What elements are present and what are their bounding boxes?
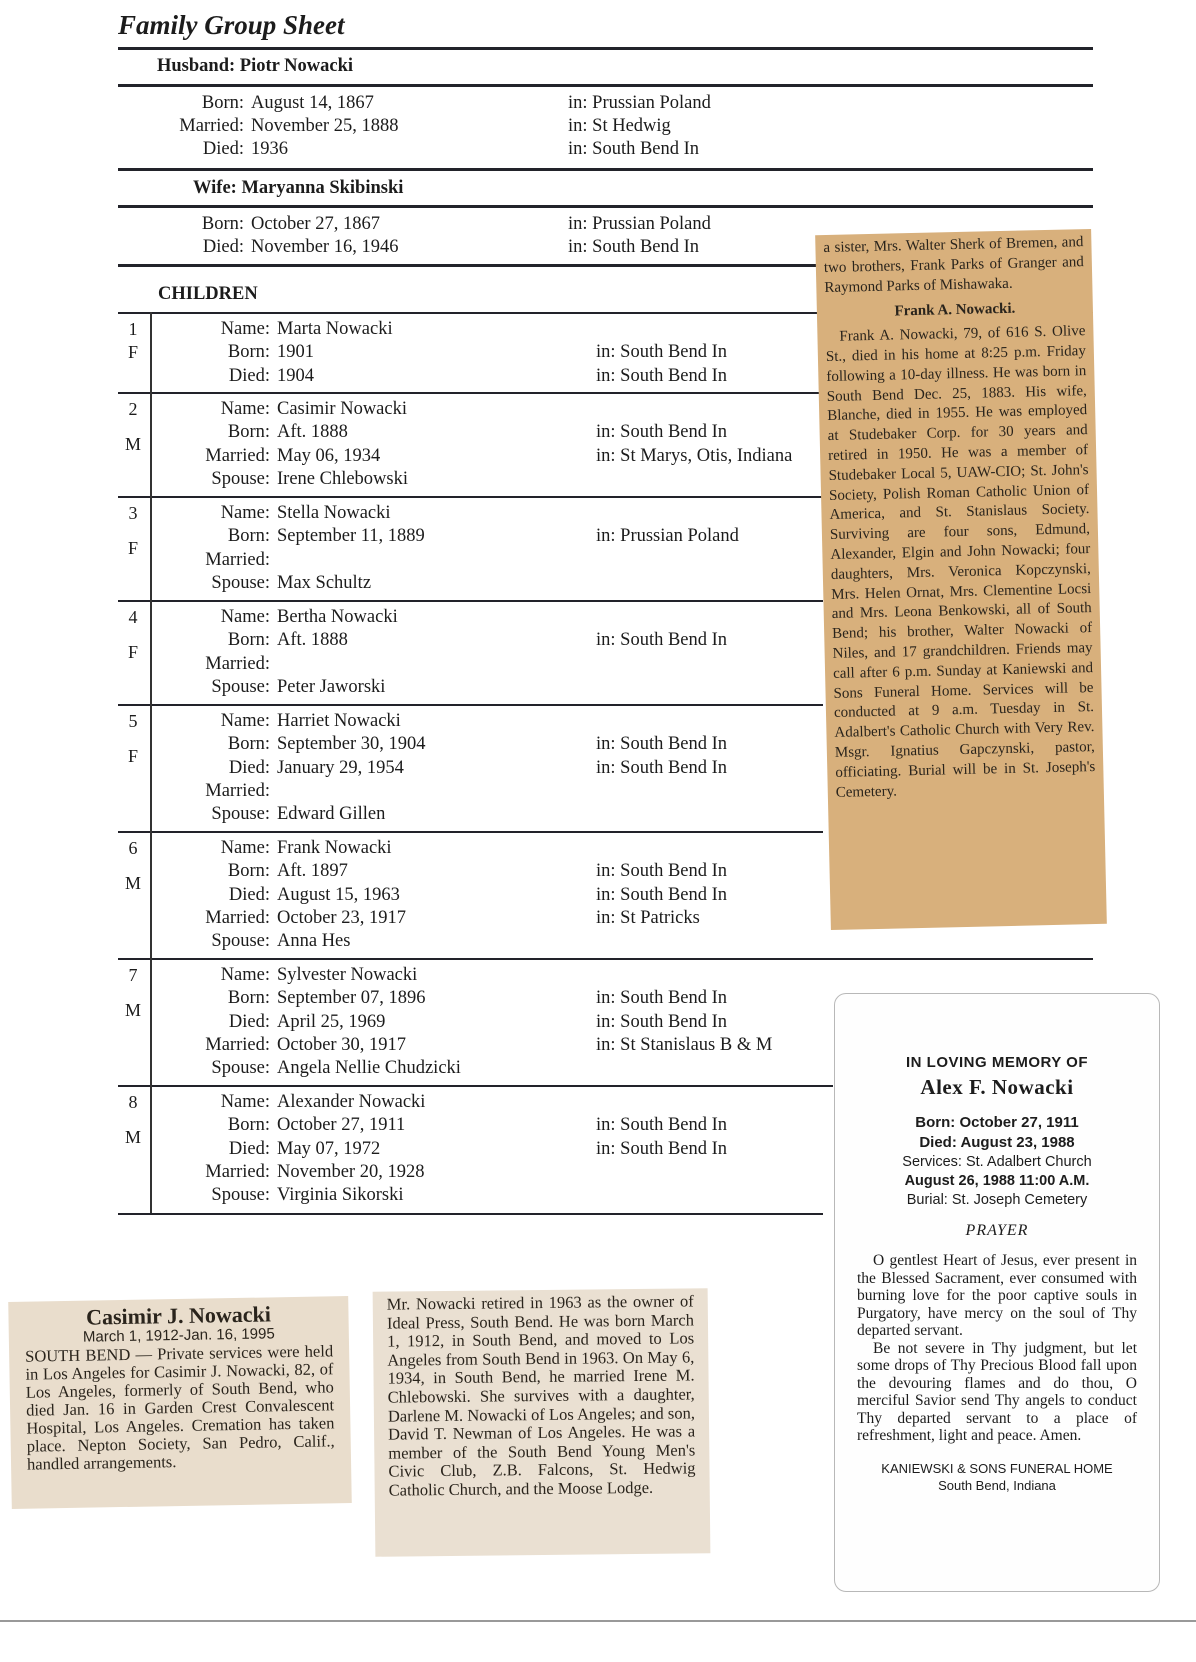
children-row-rule	[118, 831, 823, 833]
card-services: Services: St. Adalbert Church	[902, 1154, 1092, 1170]
child-field-value: Stella Nowacki	[277, 503, 391, 523]
child-field-label: Name:	[220, 503, 270, 523]
child-field-place: in: South Bend In	[596, 630, 728, 651]
children-row-rule	[118, 1213, 823, 1215]
child-field-value: Angela Nellie Chudzicki	[277, 1058, 461, 1079]
child-field-place: in: South Bend In	[596, 342, 728, 363]
event-place: in: South Bend In	[568, 139, 700, 159]
event-value: November 25, 1888	[251, 116, 399, 136]
event-value: 1936	[251, 139, 288, 159]
event-place: in: Prussian Poland	[568, 93, 711, 113]
child-sex: M	[124, 999, 141, 1020]
event-place: in: South Bend In	[568, 237, 700, 257]
event-label: Died:	[202, 139, 244, 159]
child-field-value: May 07, 1972	[277, 1138, 381, 1159]
child-field-place: in: South Bend In	[596, 1115, 728, 1136]
child-field-value: Edward Gillen	[277, 804, 386, 825]
child-number: 2	[128, 399, 138, 419]
child-field-label: Spouse:	[211, 676, 270, 697]
child-field-value: Virginia Sikorski	[277, 1185, 404, 1206]
clipping-dates: March 1, 1912-Jan. 16, 1995	[82, 1325, 275, 1346]
husband-bottom-rule	[118, 168, 1093, 171]
child-field-label: Spouse:	[211, 1185, 270, 1206]
child-field-label: Married:	[205, 1034, 270, 1055]
child-field-label: Name:	[220, 399, 270, 419]
child-field-place: in: South Bend In	[596, 365, 728, 386]
child-field-label: Spouse:	[211, 468, 270, 489]
child-sex: M	[124, 872, 141, 893]
clipping-body: Mr. Nowacki retired in 1963 as the owner of Ideal Press, South Bend. He was born March 1, 1912, in South Bend, and moved to Los Angeles from South Bend in 1963. On May 6, 1934, in South Bend, he married Irene M. Chlebowski. She survives with a daughter, Darlene M. Nowacki of Los Angeles; and son, David T. Newman of Los Angeles. He was a member of the South Bend Young Men's Civic Club, Z.B. Falcons, St. Hedwig Catholic Church, and the Moose Lodge.	[386, 1291, 696, 1500]
children-header: CHILDREN	[158, 284, 258, 304]
child-field-label: Born:	[227, 526, 270, 547]
child-field-place: in: South Bend In	[596, 1011, 728, 1032]
clipping-intro: a sister, Mrs. Walter Sherk of Bremen, and two brothers, Frank Parks of Granger and Raymond Parks of Mishawaka.	[823, 234, 1085, 296]
child-field-label: Married:	[205, 1161, 270, 1182]
husband-header: Husband: Piotr Nowacki	[157, 56, 353, 76]
child-field-value: August 15, 1963	[277, 884, 400, 905]
child-field-label: Born:	[227, 861, 270, 882]
event-label: Died:	[202, 237, 244, 257]
clipping-body: SOUTH BEND — Private services were held in Los Angeles for Casimir J. Nowacki, 82, of Los Angeles, formerly of South Bend, who died Jan. 16 in Garden Crest Convalescent Hospital, Los Angeles. Cremation has taken place. Nepton Society, San Pedro, Calif., handled arrangements.	[25, 1341, 335, 1474]
child-field-value: October 23, 1917	[277, 907, 406, 928]
event-place: in: Prussian Poland	[568, 214, 711, 234]
child-sex: M	[124, 433, 141, 454]
child-field-label: Married:	[205, 549, 270, 570]
child-field-value: Marta Nowacki	[277, 319, 393, 339]
child-field-value: April 25, 1969	[277, 1011, 386, 1032]
event-label: Married:	[179, 116, 244, 136]
clipping-body: Frank A. Nowacki, 79, of 616 S. Olive St., died in his home at 8:25 p.m. Friday following a 10-day illness. He was born in South Bend Dec. 25, 1883. His wife, Blanche, died in 1955. He was employed at Studebaker Corp. for 30 years and retired in 1950. He was a member of Studebaker Local 5, UAW-CIO; St. John's Society, Polish Roman Catholic Union of America, and St. Stanislaus Society. Surviving are four sons, Edmund, Alexander, Elgin and John Nowacki; four daughters, Mrs. Veronica Kopczynski, Mrs. Helen Ornat, Mrs. Clementine Locsi and Mrs. Leona Benkowski, all of South Bend; his brother, Walter Nowacki of Niles, and 17 grandchildren. Friends may call after 6 p.m. Sunday at Kaniewski and Sons Funeral Home. Services will be conducted at 9 a.m. Tuesday in St. Adalbert's Catholic Church with Very Rev. Msgr. Ignatius Gapczynski, pastor, officiating. Burial will be in St. Joseph's Cemetery.	[825, 323, 1096, 801]
child-number: 6	[128, 838, 138, 858]
card-location: South Bend, Indiana	[938, 1477, 1056, 1493]
child-field-label: Name:	[220, 965, 270, 985]
child-field-value: Casimir Nowacki	[277, 399, 407, 419]
child-field-label: Name:	[220, 1092, 270, 1112]
child-number: 4	[128, 607, 138, 627]
child-field-label: Born:	[227, 422, 270, 443]
child-field-value: Aft. 1888	[277, 422, 348, 443]
child-field-value: Bertha Nowacki	[277, 607, 398, 627]
child-field-value: Anna Hes	[277, 931, 351, 952]
child-field-place: in: South Bend In	[596, 422, 728, 443]
child-field-value: Max Schultz	[277, 572, 372, 593]
child-field-label: Died:	[228, 884, 270, 905]
event-label: Born:	[201, 93, 244, 113]
children-row-rule	[118, 1085, 833, 1087]
card-prayer-2: Be not severe in Thy judgment, but let some drops of Thy Precious Blood fall upon the devouring flames and do thou, O merciful Savior send Thy angels to conduct Thy departed servant to a place of refreshment, light and peace. Amen.	[857, 1339, 1137, 1444]
child-field-value: Alexander Nowacki	[277, 1092, 426, 1112]
child-field-label: Married:	[205, 907, 270, 928]
child-field-place: in: South Bend In	[596, 861, 728, 882]
child-field-label: Born:	[227, 1115, 270, 1136]
child-field-value: September 11, 1889	[277, 526, 425, 547]
card-name: Alex F. Nowacki	[920, 1075, 1074, 1099]
child-field-place: in: South Bend In	[596, 734, 728, 755]
child-sex: F	[127, 342, 138, 363]
wife-rule	[118, 205, 1093, 208]
child-field-value: Harriet Nowacki	[277, 711, 401, 731]
child-field-value: January 29, 1954	[277, 757, 404, 778]
child-field-value: Aft. 1897	[277, 861, 348, 882]
child-field-place: in: St Stanislaus B & M	[596, 1034, 773, 1055]
card-prayer-title: PRAYER	[965, 1222, 1029, 1239]
children-row-rule	[118, 958, 1093, 960]
card-funeral-home: KANIEWSKI & SONS FUNERAL HOME	[881, 1460, 1113, 1476]
page-title: Family Group Sheet	[118, 10, 345, 40]
child-sex: F	[127, 745, 138, 766]
child-field-label: Died:	[228, 365, 270, 386]
child-field-label: Born:	[227, 734, 270, 755]
child-field-value: October 30, 1917	[277, 1034, 406, 1055]
child-field-value: Irene Chlebowski	[277, 468, 409, 489]
memorial-card	[834, 993, 1160, 1592]
child-field-value: September 30, 1904	[277, 734, 426, 755]
child-field-label: Spouse:	[211, 931, 270, 952]
child-field-label: Died:	[228, 1011, 270, 1032]
child-sex: F	[127, 641, 138, 662]
obituary-clipping-casimir	[8, 1296, 352, 1509]
child-field-label: Died:	[228, 757, 270, 778]
child-field-label: Name:	[220, 319, 270, 339]
children-divider	[150, 312, 152, 1213]
wife-bottom-rule	[118, 264, 823, 267]
child-field-label: Born:	[227, 630, 270, 651]
child-field-place: in: South Bend In	[596, 988, 728, 1009]
event-value: October 27, 1867	[251, 214, 380, 234]
card-born: Born: October 27, 1911	[915, 1114, 1079, 1131]
clipping-heading: Frank A. Nowacki.	[894, 301, 1016, 320]
child-field-label: Spouse:	[211, 572, 270, 593]
page-bottom-edge	[0, 1620, 1196, 1622]
child-field-label: Born:	[227, 988, 270, 1009]
wife-header: Wife: Maryanna Skibinski	[193, 178, 404, 198]
event-value: August 14, 1867	[251, 93, 374, 113]
child-sex: M	[124, 1126, 141, 1147]
card-prayer-1: O gentlest Heart of Jesus, ever present in the Blessed Sacrament, ever consumed with burning love for the poor captive souls in Purgatory, have mercy on the soul of Thy departed servant.	[857, 1252, 1137, 1339]
child-field-value: 1901	[277, 342, 314, 363]
child-field-value: October 27, 1911	[277, 1115, 406, 1136]
clipping-name: Casimir J. Nowacki	[85, 1301, 272, 1330]
child-field-place: in: South Bend In	[596, 1138, 728, 1159]
children-row-rule	[118, 600, 823, 602]
card-burial: Burial: St. Joseph Cemetery	[906, 1192, 1088, 1208]
child-field-label: Married:	[205, 780, 270, 801]
child-field-place: in: South Bend In	[596, 757, 728, 778]
child-field-place: in: South Bend In	[596, 884, 728, 905]
child-field-label: Married:	[205, 653, 270, 674]
child-field-value: November 20, 1928	[277, 1161, 425, 1182]
child-field-place: in: St Patricks	[596, 907, 700, 928]
child-number: 1	[128, 319, 138, 339]
child-field-value: 1904	[277, 365, 314, 386]
obituary-clipping-frank	[815, 229, 1107, 930]
child-field-label: Name:	[220, 607, 270, 627]
child-field-label: Name:	[220, 711, 270, 731]
children-row-rule	[118, 496, 823, 498]
child-field-value: September 07, 1896	[277, 988, 426, 1009]
child-field-label: Spouse:	[211, 804, 270, 825]
child-number: 5	[128, 711, 138, 731]
child-field-label: Married:	[205, 445, 270, 466]
children-row-rule	[118, 392, 823, 394]
child-number: 3	[128, 503, 138, 523]
child-field-value: Aft. 1888	[277, 630, 348, 651]
husband-rule	[118, 84, 1093, 87]
child-field-value: Sylvester Nowacki	[277, 965, 418, 985]
child-number: 7	[128, 965, 138, 985]
child-field-value: Peter Jaworski	[277, 676, 386, 697]
child-field-label: Born:	[227, 342, 270, 363]
child-field-place: in: St Marys, Otis, Indiana	[596, 445, 793, 466]
card-heading: IN LOVING MEMORY OF	[905, 1054, 1088, 1071]
child-field-place: in: Prussian Poland	[596, 526, 739, 547]
child-field-label: Died:	[228, 1138, 270, 1159]
children-row-rule	[118, 704, 823, 706]
event-value: November 16, 1946	[251, 237, 399, 257]
child-field-label: Name:	[220, 838, 270, 858]
card-service-time: August 26, 1988 11:00 A.M.	[904, 1173, 1090, 1189]
title-rule	[118, 47, 1093, 50]
child-number: 8	[128, 1092, 138, 1112]
child-field-label: Spouse:	[211, 1058, 270, 1079]
child-sex: F	[127, 537, 138, 558]
card-died: Died: August 23, 1988	[919, 1134, 1075, 1151]
event-label: Born:	[201, 214, 244, 234]
event-place: in: St Hedwig	[568, 116, 671, 136]
child-field-value: May 06, 1934	[277, 445, 381, 466]
child-field-value: Frank Nowacki	[277, 838, 392, 858]
obituary-clipping-casimir-continued	[373, 1288, 711, 1556]
